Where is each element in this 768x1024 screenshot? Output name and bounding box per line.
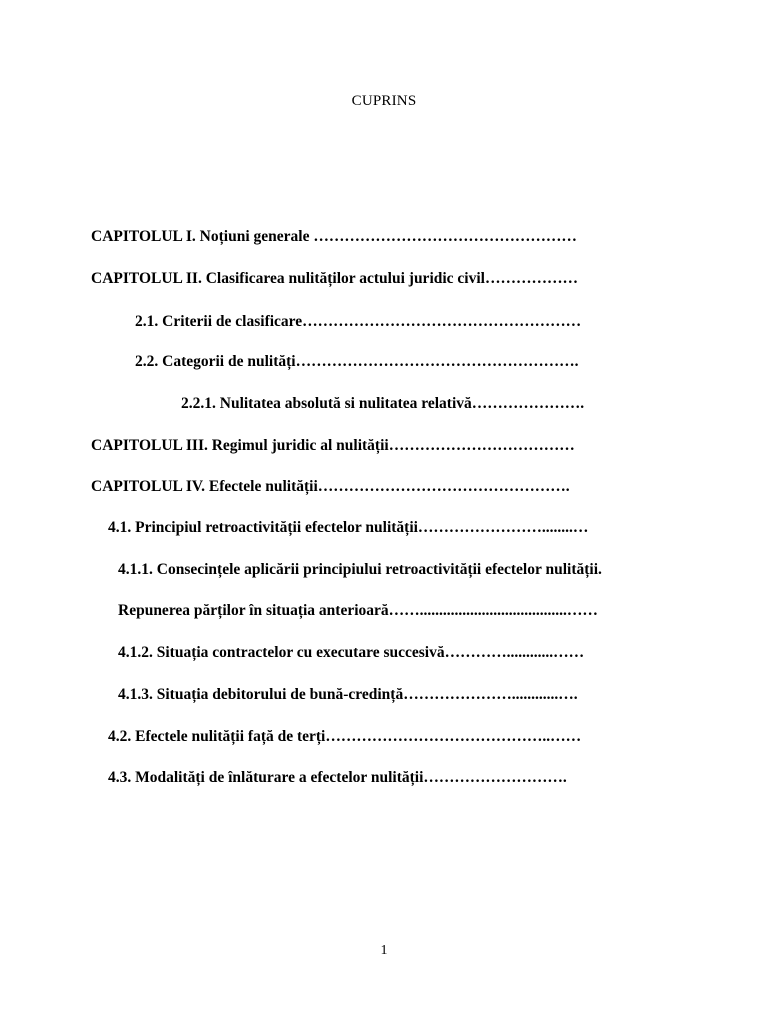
toc-entry-4-1-2: 4.1.2. Situația contractelor cu executare succesivă…………............…… [118,644,585,661]
toc-entry-4-1-1: 4.1.1. Consecințele aplicării principiului retroactivității efectelor nulității. [118,561,602,578]
toc-entry-4-3: 4.3. Modalități de înlăturare a efectelor nulității………………………. [108,769,567,786]
toc-entry-chapter-4: CAPITOLUL IV. Efectele nulității…………………………………………. [91,478,570,495]
toc-entry-chapter-2: CAPITOLUL II. Clasificarea nulităților actului juridic civil……………… [91,270,578,287]
toc-entry-chapter-3: CAPITOLUL III. Regimul juridic al nulității……………………………… [91,437,575,454]
toc-entry-2-2-1: 2.2.1. Nulitatea absolută si nulitatea relativă…………………. [181,395,585,412]
toc-entry-2-2: 2.2. Categorii de nulități………………………………………………. [135,353,579,370]
toc-entry-4-1-1-continued: Repunerea părților în situația anterioară……......................................…… [118,602,598,619]
toc-entry-4-1: 4.1. Principiul retroactivității efectelor nulității……………………........… [108,519,589,536]
toc-entry-2-1: 2.1. Criterii de clasificare……………………………………………… [135,313,582,330]
page-title: CUPRINS [351,93,417,109]
toc-entry-chapter-1: CAPITOLUL I. Noțiuni generale …………………………………………… [91,228,577,245]
toc-entry-4-2: 4.2. Efectele nulității față de terți……………………………………..…… [108,728,582,745]
toc-entry-4-1-3: 4.1.3. Situația debitorului de bună-credință…………………............…. [118,686,578,703]
page-number: 1 [380,943,388,958]
